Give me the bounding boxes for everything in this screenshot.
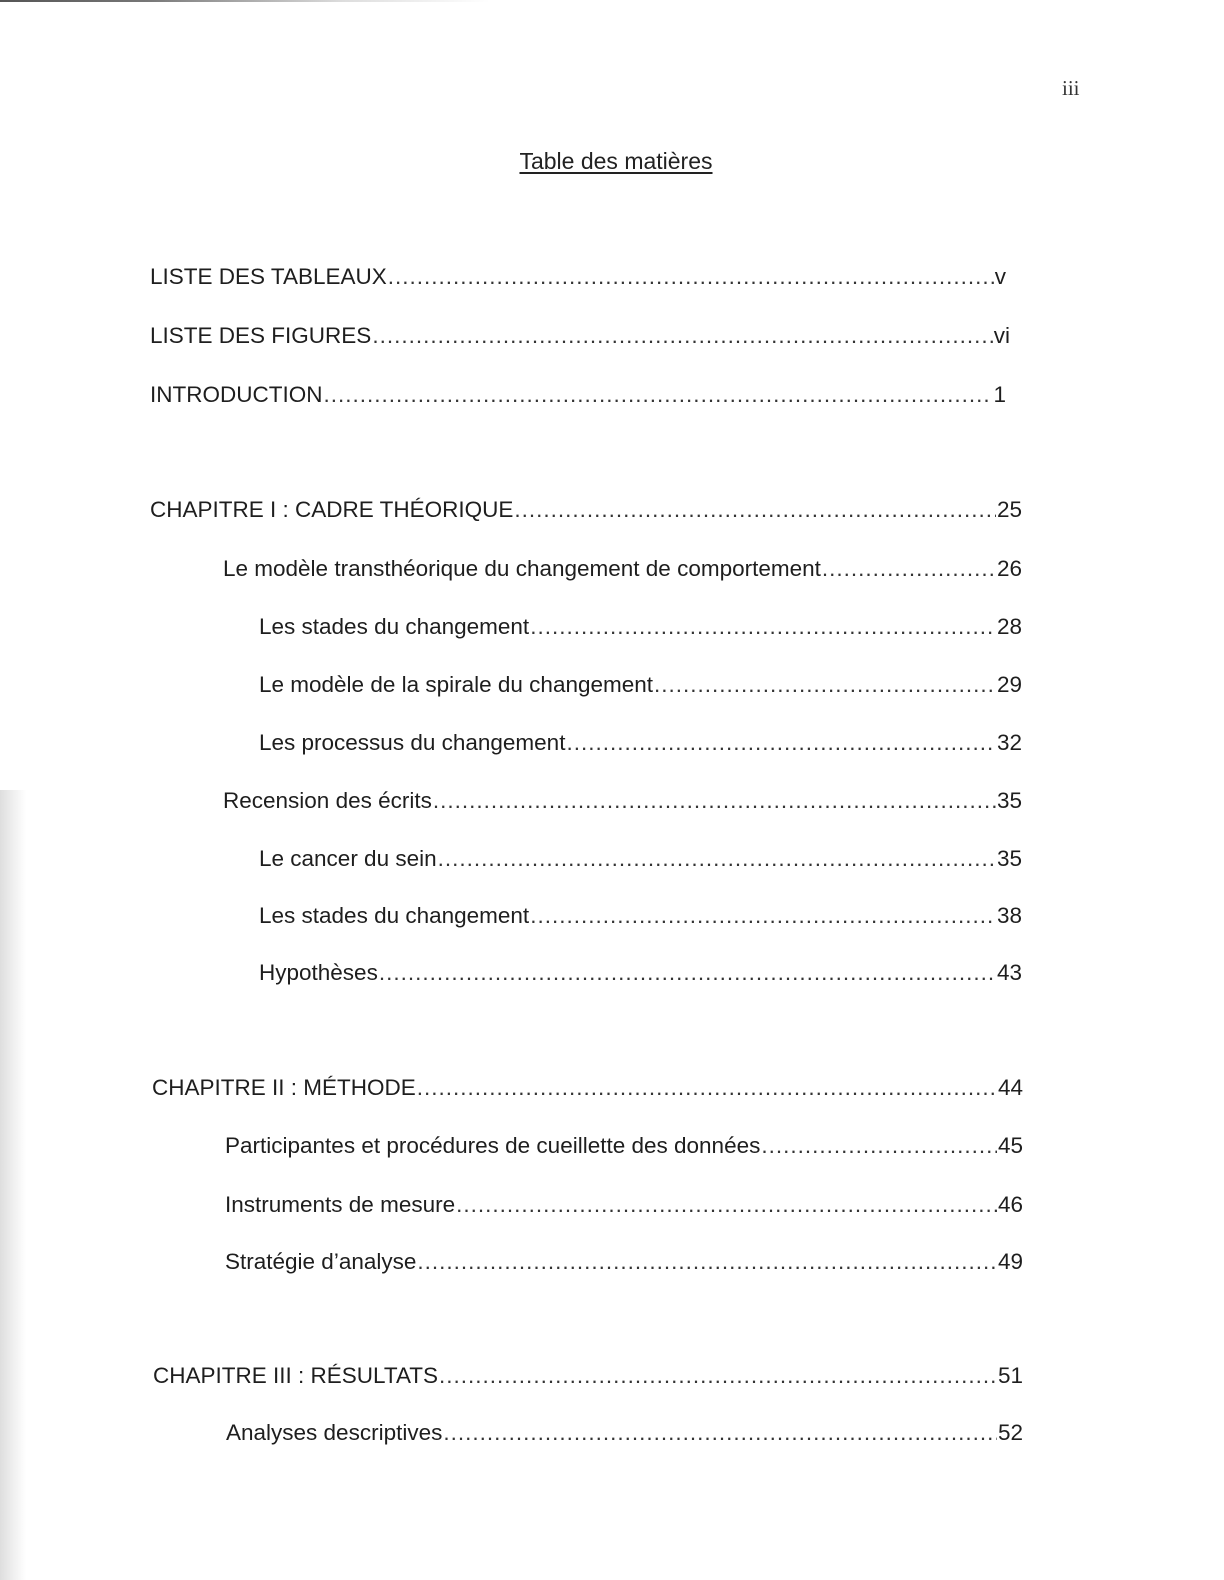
toc-entry-chapitre-3	[153, 1361, 1023, 1391]
toc-entry-page: 46	[997, 1192, 1023, 1217]
dot-leader	[530, 612, 996, 642]
toc-entry-hypotheses	[259, 958, 1022, 988]
toc-entry-page: 28	[996, 614, 1022, 639]
toc-entry-label: CHAPITRE III : RÉSULTATS	[153, 1363, 439, 1388]
toc-entry-page: 35	[996, 846, 1022, 871]
dot-leader	[456, 1190, 997, 1220]
toc-entry-page: 49	[997, 1249, 1023, 1274]
toc-entry-participantes	[225, 1131, 1023, 1161]
toc-entry-spirale-changement	[259, 670, 1022, 700]
toc-entry-page: 43	[996, 960, 1022, 985]
dot-leader	[514, 495, 996, 525]
dot-leader	[530, 901, 996, 931]
toc-entry-label: INTRODUCTION	[150, 382, 323, 407]
toc-entry-label: Les stades du changement	[259, 614, 530, 639]
toc-entry-page: 45	[997, 1133, 1023, 1158]
toc-entry-label: CHAPITRE II : MÉTHODE	[152, 1075, 416, 1100]
dot-leader	[443, 1418, 997, 1448]
toc-entry-label: Hypothèses	[259, 960, 378, 985]
dot-leader	[566, 728, 996, 758]
toc-entry-liste-figures	[150, 321, 1010, 351]
dot-leader	[372, 321, 992, 351]
toc-entry-stades-changement	[259, 612, 1022, 642]
dot-leader	[379, 958, 996, 988]
toc-entry-page: v	[994, 264, 1006, 289]
toc-entry-modele-transtheorique	[223, 554, 1022, 584]
scan-edge-shadow	[0, 790, 26, 1580]
page-number: iii	[1062, 76, 1080, 100]
dot-leader	[388, 262, 994, 292]
toc-entry-label: Le cancer du sein	[259, 846, 437, 871]
toc-entry-page: 51	[997, 1363, 1023, 1388]
toc-entry-label: LISTE DES FIGURES	[150, 323, 372, 348]
toc-entry-processus-changement	[259, 728, 1022, 758]
toc-entry-label: Instruments de mesure	[225, 1192, 456, 1217]
toc-entry-page: 29	[996, 672, 1022, 697]
toc-entry-instruments	[225, 1190, 1023, 1220]
toc-entry-page: 25	[996, 497, 1022, 522]
page-title: Table des matières	[519, 148, 713, 174]
scan-edge-line	[0, 0, 490, 2]
toc-entry-label: Le modèle transthéorique du changement de comportement	[223, 556, 821, 581]
toc-entry-chapitre-2	[152, 1073, 1023, 1103]
dot-leader	[654, 670, 996, 700]
toc-entry-liste-tableaux	[150, 262, 1006, 292]
toc-entry-label: CHAPITRE I : CADRE THÉORIQUE	[150, 497, 514, 522]
toc-entry-page: 32	[996, 730, 1022, 755]
toc-entry-page: 52	[997, 1420, 1023, 1445]
dot-leader	[417, 1073, 997, 1103]
toc-entry-label: Participantes et procédures de cueillette des données	[225, 1133, 761, 1158]
toc-entry-introduction	[150, 380, 1006, 410]
toc-entry-page: 1	[993, 382, 1006, 407]
toc-entry-cancer-sein	[259, 844, 1022, 874]
toc-entry-page: 38	[996, 903, 1022, 928]
toc-entry-label: Stratégie d’analyse	[225, 1249, 417, 1274]
toc-entry-page: 26	[996, 556, 1022, 581]
toc-entry-stades-changement-2	[259, 901, 1022, 931]
toc-entry-label: Les stades du changement	[259, 903, 530, 928]
dot-leader	[324, 380, 993, 410]
dot-leader	[433, 786, 996, 816]
dot-leader	[417, 1247, 997, 1277]
toc-entry-strategie	[225, 1247, 1023, 1277]
toc-entry-chapitre-1	[150, 495, 1022, 525]
dot-leader	[439, 1361, 997, 1391]
toc-entry-page: 44	[997, 1075, 1023, 1100]
toc-entry-label: LISTE DES TABLEAUX	[150, 264, 387, 289]
toc-entry-page: vi	[993, 323, 1010, 348]
dot-leader	[761, 1131, 997, 1161]
dot-leader	[822, 554, 996, 584]
toc-entry-recension-ecrits	[223, 786, 1022, 816]
toc-entry-analyses-descriptives	[226, 1418, 1023, 1448]
toc-entry-label: Analyses descriptives	[226, 1420, 443, 1445]
toc-entry-label: Recension des écrits	[223, 788, 432, 813]
toc-entry-page: 35	[996, 788, 1022, 813]
toc-entry-label: Les processus du changement	[259, 730, 566, 755]
toc-entry-label: Le modèle de la spirale du changement	[259, 672, 654, 697]
dot-leader	[438, 844, 996, 874]
